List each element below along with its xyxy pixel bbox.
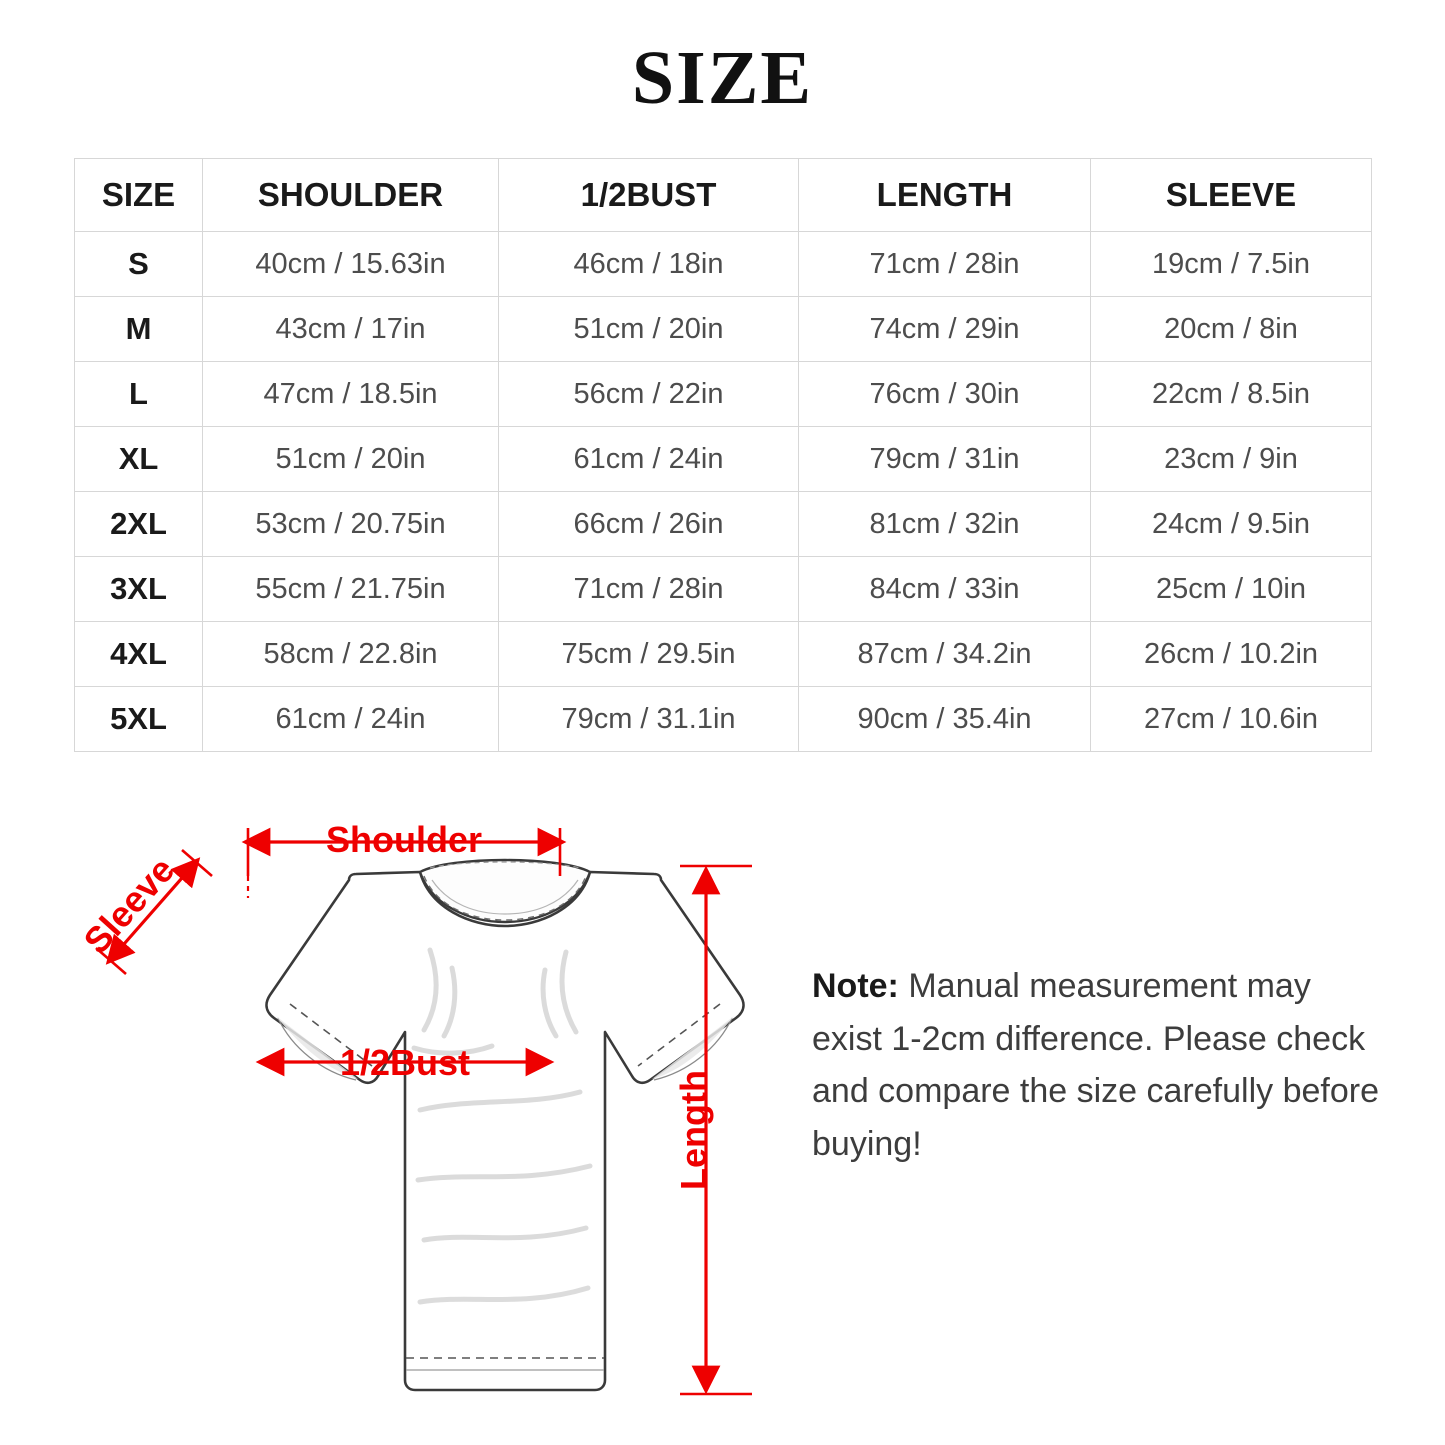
cell-size: M [75, 297, 203, 362]
cell-length: 71cm / 28in [799, 232, 1091, 297]
column-header-bust: 1/2BUST [499, 159, 799, 232]
label-sleeve: Sleeve [75, 849, 183, 962]
cell-length: 74cm / 29in [799, 297, 1091, 362]
cell-size: L [75, 362, 203, 427]
cell-bust: 66cm / 26in [499, 492, 799, 557]
cell-bust: 79cm / 31.1in [499, 687, 799, 752]
cell-shoulder: 61cm / 24in [203, 687, 499, 752]
table-row [75, 492, 1372, 557]
cell-size: S [75, 232, 203, 297]
cell-size: 5XL [75, 687, 203, 752]
cell-shoulder: 53cm / 20.75in [203, 492, 499, 557]
page-title: SIZE [631, 36, 814, 120]
label-length: Length [673, 1070, 714, 1190]
cell-shoulder: 47cm / 18.5in [203, 362, 499, 427]
tshirt-illustration [267, 860, 744, 1390]
cell-shoulder: 55cm / 21.75in [203, 557, 499, 622]
cell-shoulder: 51cm / 20in [203, 427, 499, 492]
table-row [75, 362, 1372, 427]
note-block [812, 960, 1382, 1171]
cell-size: 4XL [75, 622, 203, 687]
cell-size: 3XL [75, 557, 203, 622]
cell-shoulder: 40cm / 15.63in [203, 232, 499, 297]
cell-length: 87cm / 34.2in [799, 622, 1091, 687]
column-header-sleeve: SLEEVE [1091, 159, 1372, 232]
label-bust: 1/2Bust [339, 1042, 471, 1083]
cell-bust: 71cm / 28in [499, 557, 799, 622]
table-row [75, 297, 1372, 362]
table-row [75, 557, 1372, 622]
cell-bust: 46cm / 18in [499, 232, 799, 297]
note-label: Note: [812, 967, 899, 1005]
cell-sleeve: 25cm / 10in [1091, 557, 1372, 622]
cell-sleeve: 19cm / 7.5in [1091, 232, 1372, 297]
cell-shoulder: 43cm / 17in [203, 297, 499, 362]
table-row [75, 687, 1372, 752]
note-text: Manual measurement may exist 1-2cm difference. Please check and compare the size carefully before buying! [812, 967, 1379, 1164]
table-row [75, 427, 1372, 492]
column-header-length: LENGTH [799, 159, 1091, 232]
cell-sleeve: 23cm / 9in [1091, 427, 1372, 492]
size-chart-table [74, 158, 1372, 752]
cell-size: XL [75, 427, 203, 492]
cell-length: 76cm / 30in [799, 362, 1091, 427]
label-shoulder: Shoulder [325, 819, 483, 860]
cell-sleeve: 24cm / 9.5in [1091, 492, 1372, 557]
cell-bust: 56cm / 22in [499, 362, 799, 427]
cell-length: 79cm / 31in [799, 427, 1091, 492]
cell-sleeve: 27cm / 10.6in [1091, 687, 1372, 752]
column-header-shoulder: SHOULDER [203, 159, 499, 232]
table-row [75, 622, 1372, 687]
cell-length: 81cm / 32in [799, 492, 1091, 557]
cell-length: 90cm / 35.4in [799, 687, 1091, 752]
cell-bust: 51cm / 20in [499, 297, 799, 362]
cell-shoulder: 58cm / 22.8in [203, 622, 499, 687]
table-header-row [75, 159, 1372, 232]
column-header-size: SIZE [75, 159, 203, 232]
cell-bust: 75cm / 29.5in [499, 622, 799, 687]
cell-sleeve: 22cm / 8.5in [1091, 362, 1372, 427]
table-row [75, 232, 1372, 297]
cell-bust: 61cm / 24in [499, 427, 799, 492]
cell-size: 2XL [75, 492, 203, 557]
cell-sleeve: 26cm / 10.2in [1091, 622, 1372, 687]
cell-length: 84cm / 33in [799, 557, 1091, 622]
cell-sleeve: 20cm / 8in [1091, 297, 1372, 362]
